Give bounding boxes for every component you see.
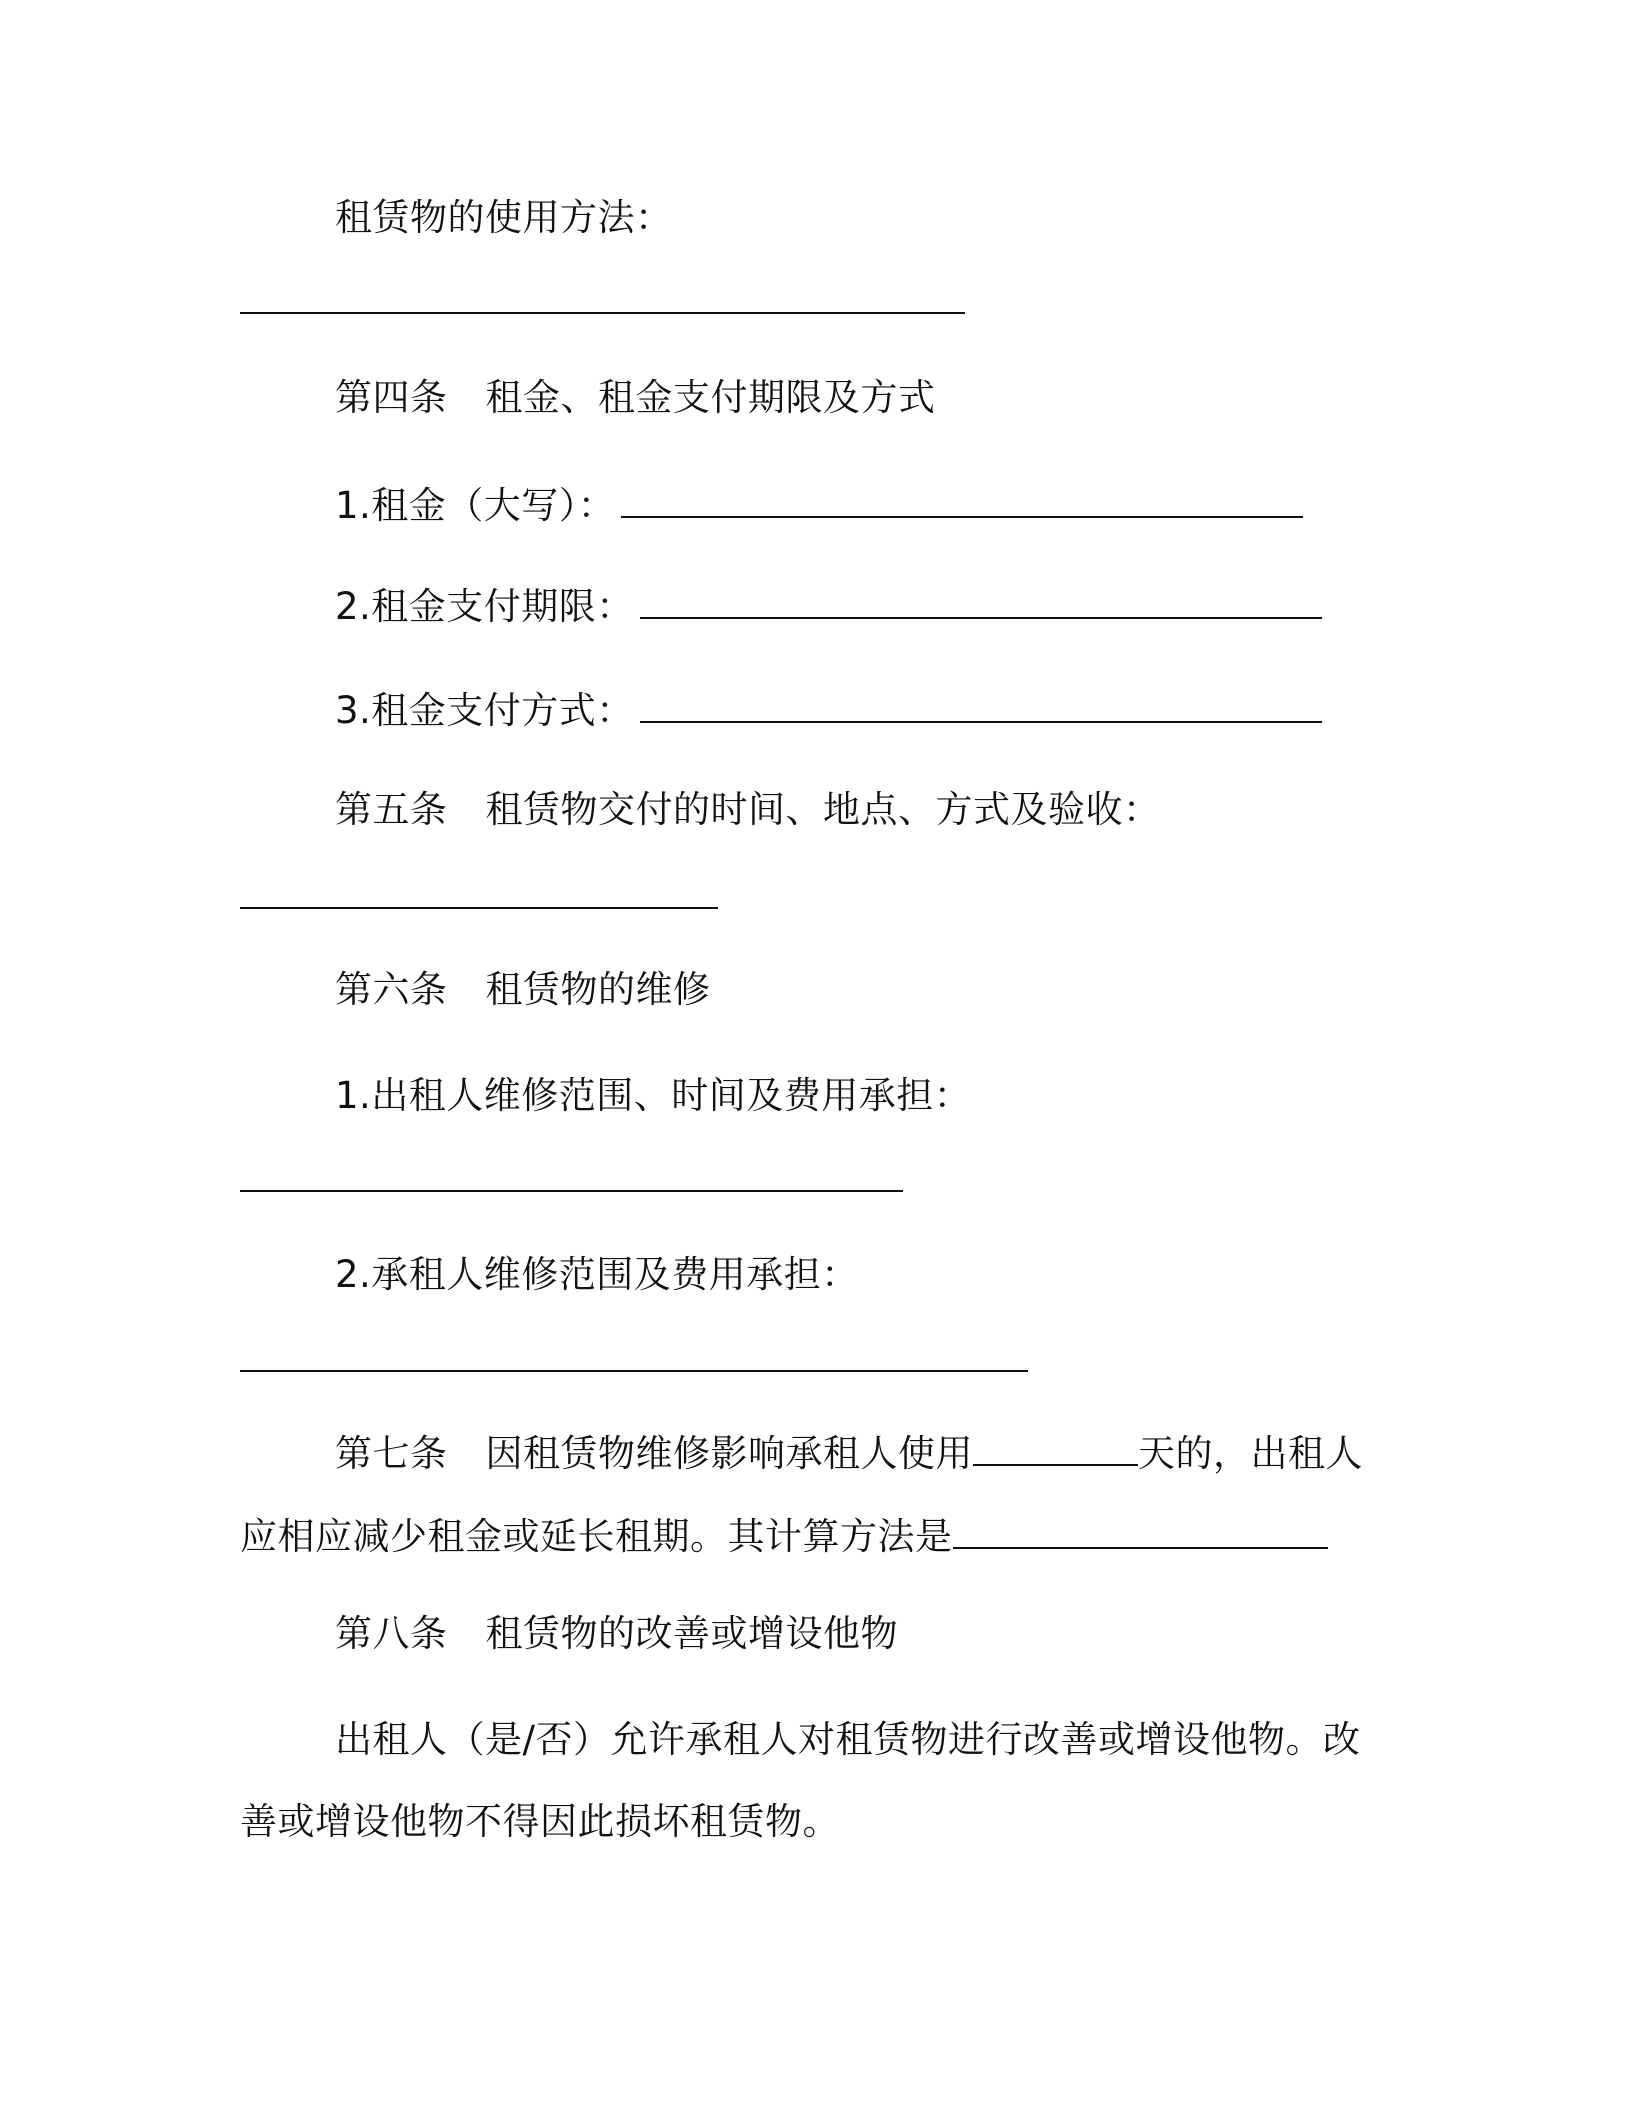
rent-term-label: 2.租金支付期限：: [335, 585, 634, 628]
article6-item2-blank[interactable]: [240, 1370, 1028, 1372]
article5-number: 第五条: [335, 788, 448, 831]
article5-title: 租赁物交付的时间、地点、方式及验收：: [485, 788, 1161, 831]
article6-heading: [335, 968, 711, 1012]
article4-item1: [335, 484, 1303, 528]
usage-method-label: 租赁物的使用方法：: [335, 196, 673, 239]
article6-item1: 1.出租人维修范围、时间及费用承担：: [335, 1074, 972, 1117]
article7-text-part2: 天的，出租人: [1138, 1432, 1363, 1475]
article8-number: 第八条: [335, 1612, 448, 1655]
article4-item3: [335, 689, 1322, 733]
rent-amount-label: 1.租金（大写）：: [335, 484, 616, 527]
rent-payment-method-label: 3.租金支付方式：: [335, 689, 634, 732]
article4-heading: [335, 376, 936, 420]
rent-term-blank[interactable]: [640, 587, 1322, 619]
article6-item1-blank[interactable]: [240, 1190, 903, 1192]
article7-line1: [335, 1432, 1363, 1476]
article8-title: 租赁物的改善或增设他物: [485, 1612, 898, 1655]
article7-text-part1: 因租赁物维修影响承租人使用: [485, 1432, 973, 1475]
rent-amount-blank[interactable]: [621, 486, 1303, 518]
rent-payment-method-blank[interactable]: [640, 691, 1322, 723]
article8-para-line1: 出租人（是/否）允许承租人对租赁物进行改善或增设他物。改: [335, 1718, 1361, 1761]
article6-number: 第六条: [335, 968, 448, 1011]
article4-item2: [335, 585, 1322, 629]
article7-days-blank[interactable]: [973, 1434, 1138, 1466]
article6-item2: 2.承租人维修范围及费用承担：: [335, 1253, 859, 1296]
article4-title: 租金、租金支付期限及方式: [485, 376, 936, 419]
article7-line2-text: 应相应减少租金或延长租期。其计算方法是: [240, 1515, 953, 1558]
article7-method-blank[interactable]: [953, 1517, 1328, 1549]
article5-blank[interactable]: [240, 907, 718, 909]
article7-line2: [240, 1515, 1328, 1559]
article8-heading: [335, 1612, 898, 1656]
usage-method-blank[interactable]: [240, 312, 965, 314]
article8-para-line2: 善或增设他物不得因此损坏租赁物。: [240, 1800, 840, 1843]
article4-number: 第四条: [335, 376, 448, 419]
article6-title: 租赁物的维修: [485, 968, 711, 1011]
article5-heading: [335, 788, 1161, 832]
article7-number: 第七条: [335, 1432, 448, 1475]
